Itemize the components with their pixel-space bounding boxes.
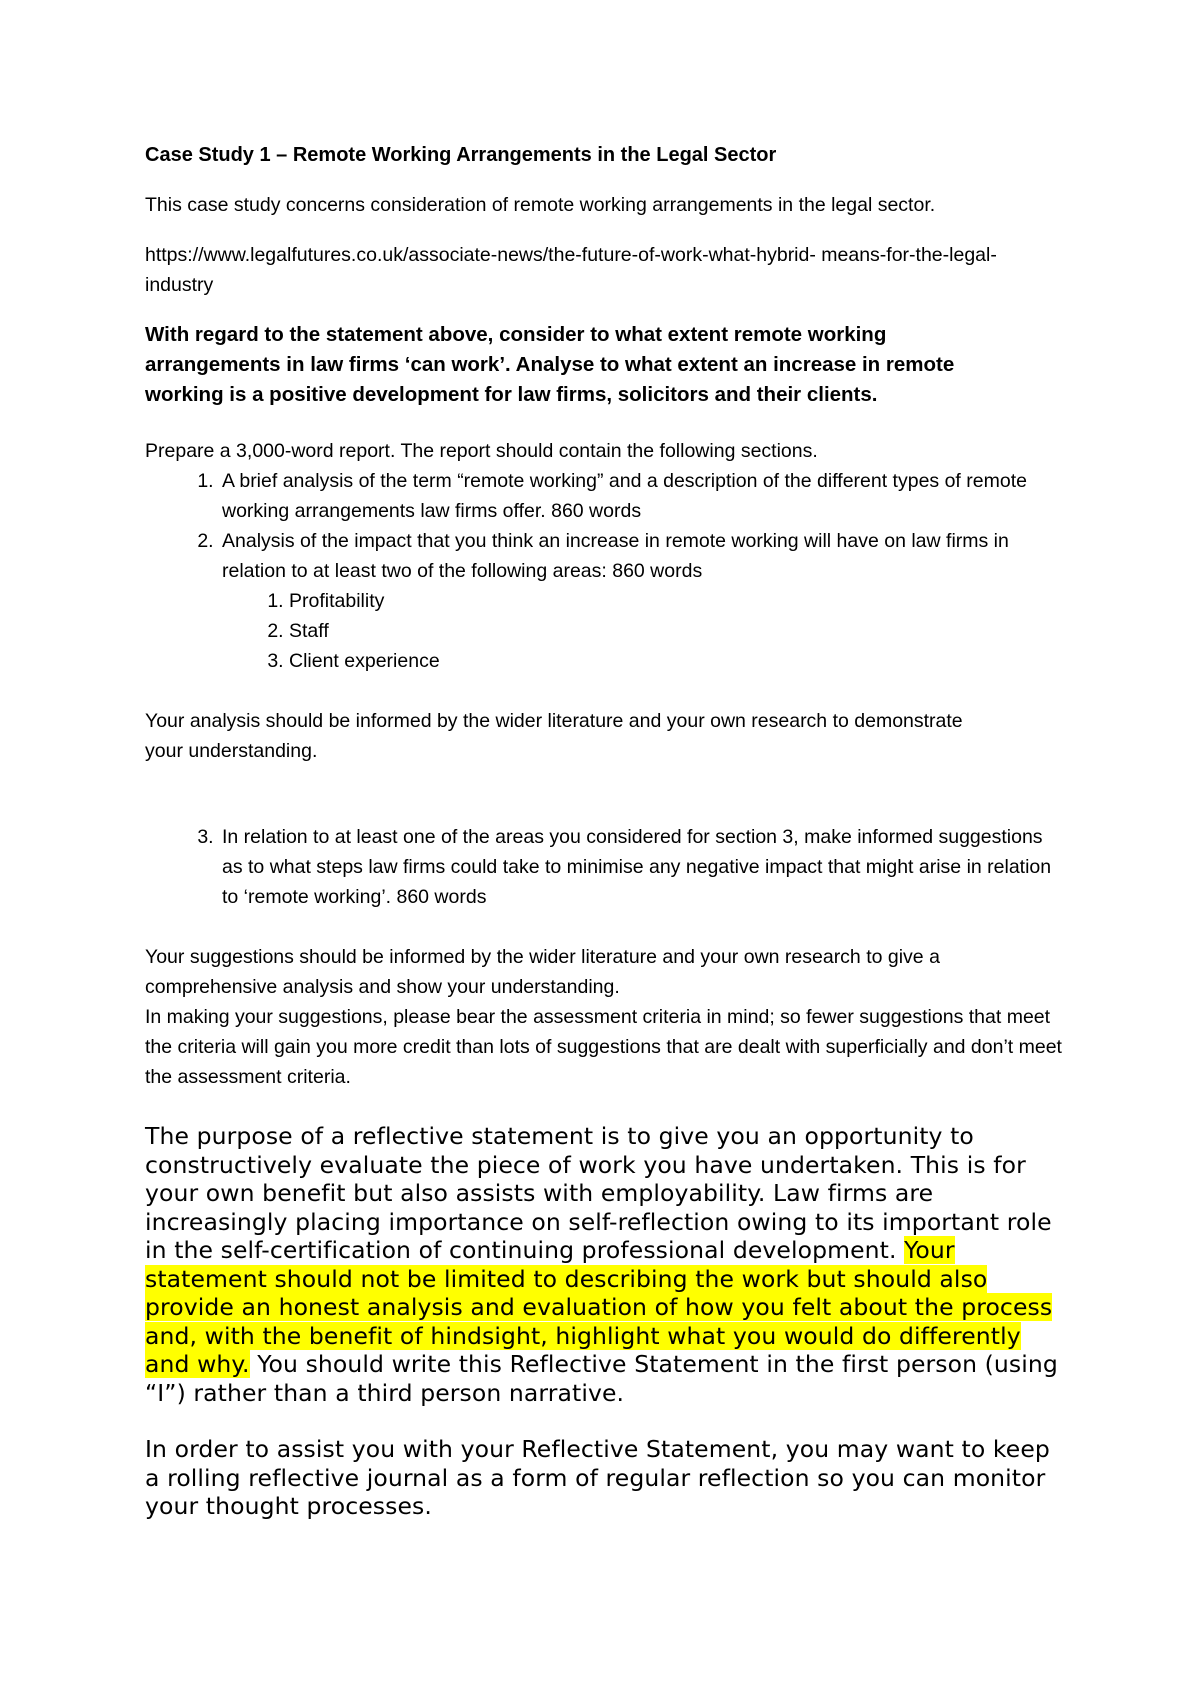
- areas-list: [145, 586, 1065, 676]
- section-item-1: 1. A brief analysis of the term “remote working” and a description of the different types of remote working arrangements law firms offer. 860 words: [219, 466, 1065, 526]
- reflective-text-1: The purpose of a reflective statement is to give you an opportunity to constructively evaluate the piece of work you have undertaken. This is for your own benefit but also assists with employability. Law firms are increasingly placing importance on self-reflection owing to its important role in the self-certification of continuing professional development.: [145, 1122, 1052, 1264]
- area-item: 2. Staff: [289, 616, 1065, 646]
- intro-paragraph: This case study concerns consideration of remote working arrangements in the legal sector.: [145, 194, 936, 216]
- section-3-list: [145, 822, 1065, 912]
- sections-list: [145, 466, 1065, 586]
- document-title: Case Study 1 – Remote Working Arrangements in the Legal Sector: [145, 144, 777, 166]
- reflective-text-2: You should write this Reflective Statement in the first person (using “I”) rather than a third person narrative.: [145, 1350, 1058, 1407]
- question-paragraph: With regard to the statement above, consider to what extent remote working arrangements in law firms ‘can work’. Analyse to what extent an increase in remote working is a positive development for law firms, solicitors and their clients.: [145, 323, 955, 406]
- prepare-paragraph: Prepare a 3,000-word report. The report should contain the following sections.: [145, 440, 818, 462]
- analysis-note: Your analysis should be informed by the wider literature and your own research to demonstrate your understanding.: [145, 710, 963, 762]
- reflective-journal-paragraph: In order to assist you with your Reflective Statement, you may want to keep a rolling reflective journal as a form of regular reflection so you can monitor your thought processes.: [145, 1435, 1050, 1520]
- document-body: [145, 140, 1065, 1521]
- highlighted-text: Your statement should not be limited to describing the work but should also provide an honest analysis and evaluation of how you felt about the process and, with the benefit of hindsight, highlight what you would do differently and why.: [145, 1236, 1053, 1378]
- suggestions-note-2: In making your suggestions, please bear the assessment criteria in mind; so fewer suggestions that meet the criteria will gain you more credit than lots of suggestions that are dealt with superficially and don’t meet the assessment criteria.: [145, 1006, 1062, 1088]
- document-page: [145, 140, 1065, 1549]
- section-item-3: 3. In relation to at least one of the areas you considered for section 3, make informed suggestions as to what steps law firms could take to minimise any negative impact that might arise in relation to ‘remote working’. 860 words: [219, 822, 1065, 912]
- source-url: https://www.legalfutures.co.uk/associate-news/the-future-of-work-what-hybrid- means-for-the-legal-industry: [145, 244, 997, 296]
- area-item: 1. Profitability: [289, 586, 1065, 616]
- section-item-2: 2. Analysis of the impact that you think an increase in remote working will have on law firms in relation to at least two of the following areas: 860 words: [219, 526, 1065, 586]
- suggestions-note-1: Your suggestions should be informed by the wider literature and your own research to give a comprehensive analysis and show your understanding.: [145, 946, 940, 998]
- reflective-statement-paragraph: [145, 1122, 1065, 1407]
- area-item: 3. Client experience: [289, 646, 1065, 676]
